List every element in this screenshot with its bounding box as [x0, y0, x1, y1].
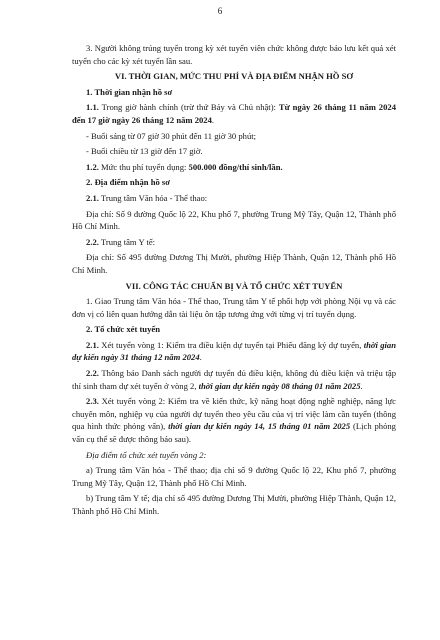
location-heading: Địa điểm tổ chức xét tuyển vòng 2:	[86, 449, 207, 460]
item-date: thời gian dự kiến ngày 14, 15 tháng 01 năm 2025	[168, 421, 351, 432]
item-number: 2.2.	[86, 368, 99, 379]
item-text: Trung tâm Y tế:	[98, 236, 156, 247]
subsection-6-2-heading: 2. Địa điểm nhận hồ sơ	[86, 177, 171, 188]
document-body	[72, 42, 396, 521]
item-date: thời gian dự kiến ngày 08 tháng 01 năm 2025	[198, 380, 361, 391]
item-number: 2.1.	[86, 339, 99, 350]
address-health-center: Địa chỉ: Số 495 đường Dương Thị Mười, phường Hiệp Thành, Quận 12, Thành phố Hồ Chí Minh.	[72, 252, 396, 275]
section-6-title: VI. THỜI GIAN, MỨC THU PHÍ VÀ ĐỊA ĐIỂM NHẬN HỒ SƠ	[114, 71, 354, 82]
morning-hours: - Buổi sáng từ 07 giờ 30 phút đến 11 giờ 30 phút;	[86, 130, 257, 141]
item-end: (Lịch phỏng vấn cụ thể sẽ được thông báo sau).	[72, 421, 396, 445]
address-culture-center: Địa chỉ: Số 9 đường Quốc lộ 22, Khu phố 7, phường Trung Mỹ Tây, Quận 12, Thành phố Hồ Chí Minh.	[72, 208, 396, 232]
item-number: 1.2.	[86, 161, 99, 172]
item-date: thời gian dự kiến ngày 31 tháng 12 năm 2024	[72, 339, 396, 363]
paragraph-6-2-1	[72, 192, 396, 205]
paragraph-7-1: 1. Giao Trung tâm Văn hóa - Thể thao, Trung tâm Y tế phối hợp với phòng Nội vụ và các đơn vị có liên quan hướng dẫn tài liệu ôn tập tương ứng với từng vị trí tuyển dụng.	[72, 296, 396, 319]
item-number: 2.1.	[86, 192, 99, 203]
item-number: 1.1.	[86, 102, 99, 113]
paragraph-7-2-3	[72, 395, 396, 445]
paragraph-6-1-1	[72, 101, 396, 126]
afternoon-hours: - Buổi chiều từ 13 giờ đến 17 giờ.	[86, 146, 203, 157]
subsection-6-1-heading: 1. Thời gian nhận hồ sơ	[86, 86, 173, 97]
location-b: b) Trung tâm Y tế; địa chỉ số 495 đường Dương Thị Mười, phường Hiệp Thành, Quận 12, Thành phố Hồ Chí Minh.	[72, 493, 396, 516]
location-a: a) Trung tâm Văn hóa - Thể thao; địa chỉ số 9 đường Quốc lộ 22, Khu phố 7, phường Trung Mỹ Tây, Quận 12, Thành phố Hồ Chí Minh.	[72, 465, 396, 488]
fee-amount: 500.000 đồng/thí sinh/lần.	[188, 161, 283, 172]
item-bold-date: Từ ngày 26 tháng 11 năm 2024 đến 17 giờ ngày 26 tháng 12 năm 2024	[72, 102, 396, 125]
item-text: Mức thu phí tuyển dụng:	[98, 161, 189, 172]
subsection-7-2-heading: 2. Tổ chức xét tuyển	[86, 324, 160, 335]
section-7-title: VII. CÔNG TÁC CHUẨN BỊ VÀ TỔ CHỨC XÉT TUYỂN	[125, 280, 343, 291]
paragraph-7-2-1	[72, 339, 396, 364]
paragraph-7-2-2	[72, 367, 396, 392]
item-end: .	[199, 352, 202, 363]
item-end: .	[360, 380, 363, 391]
item-text: Trung tâm Văn hóa - Thể thao:	[98, 192, 208, 203]
page-number: 6	[217, 6, 223, 16]
paragraph-6-2-2	[72, 236, 396, 249]
item-end: .	[211, 114, 215, 125]
item-text: Thông báo Danh sách người dự tuyển đủ điều kiện, không đủ điều kiện và triệu tập thí sinh tham dự xét tuyển ở vòng 2,	[72, 368, 396, 391]
paragraph-retention: 3. Người không trúng tuyển trong kỳ xét tuyển viên chức không được bảo lưu kết quả xét tuyển cho các kỳ xét tuyển lần sau.	[72, 43, 396, 66]
item-text: Xét tuyển vòng 2: Kiểm tra về kiến thức, kỹ năng hoạt động nghề nghiệp, năng lực chuyên môn, nghiệp vụ của người dự tuyển theo yêu cầu của vị trí việc làm cần tuyển (thông qua hình thức phỏng vấn),	[72, 396, 396, 432]
item-number: 2.3.	[86, 396, 99, 407]
item-number: 2.2.	[86, 236, 99, 247]
item-text: Trong giờ hành chính (trừ thứ Bảy và Chủ nhật):	[98, 102, 279, 113]
item-text: Xét tuyển vòng 1: Kiểm tra điều kiện dự tuyển tại Phiếu đăng ký dự tuyển,	[98, 339, 364, 350]
paragraph-6-1-2	[72, 161, 396, 174]
